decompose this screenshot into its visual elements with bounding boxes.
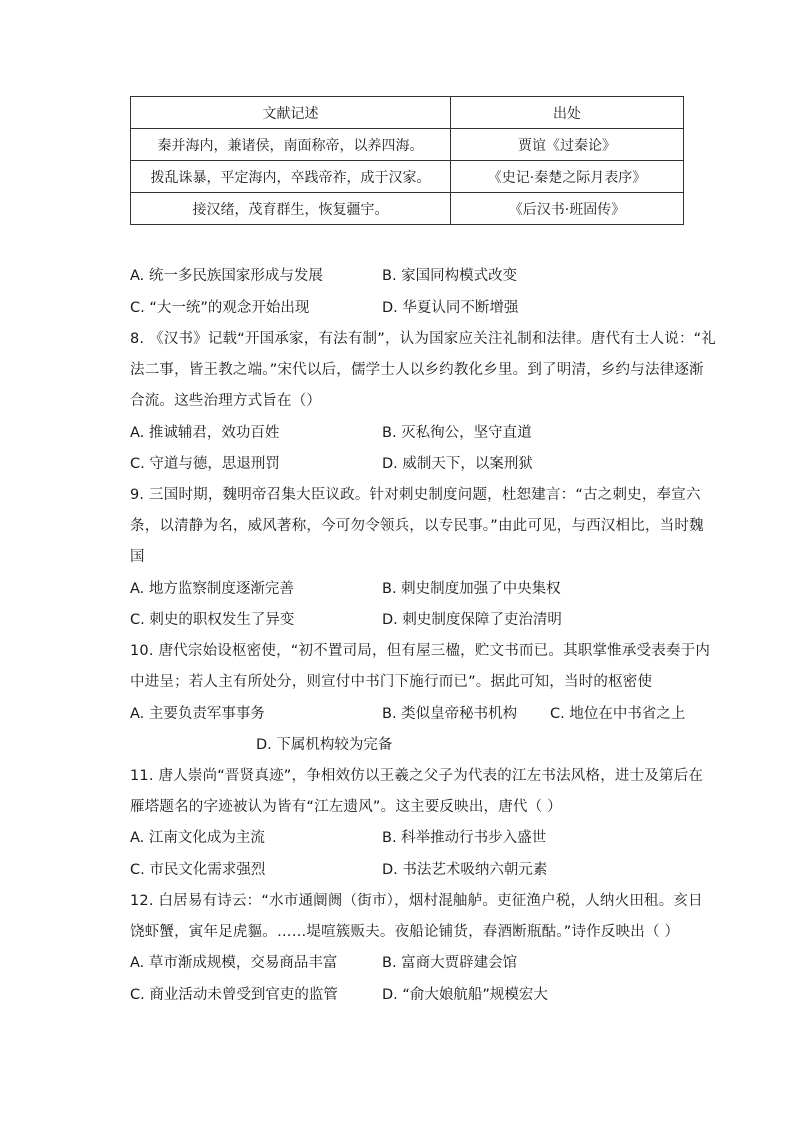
q10-option-a[interactable]: A. 主要负责军事事务 xyxy=(130,706,265,722)
q9-option-b[interactable]: B. 刺史制度加强了中央集权 xyxy=(382,581,561,597)
q11-option-a[interactable]: A. 江南文化成为主流 xyxy=(130,830,265,846)
q7-option-c[interactable]: C. “大一统”的观念开始出现 xyxy=(130,300,310,316)
table-header-cell: 文献记述 xyxy=(131,97,451,129)
table-header-row xyxy=(131,97,684,129)
table-cell: 《后汉书·班固传》 xyxy=(451,193,684,225)
q8-option-c[interactable]: C. 守道与德，思退刑罚 xyxy=(130,456,280,472)
table-cell: 《史记·秦楚之际月表序》 xyxy=(451,161,684,193)
q9-option-c[interactable]: C. 刺史的职权发生了异变 xyxy=(130,612,295,628)
table-header-cell: 出处 xyxy=(451,97,684,129)
q9-option-d[interactable]: D. 刺史制度保障了吏治清明 xyxy=(382,612,562,628)
q11-option-b[interactable]: B. 科举推动行书步入盛世 xyxy=(382,830,547,846)
q8-option-b[interactable]: B. 灭私徇公，坚守直道 xyxy=(382,425,532,441)
q12-stem-line: 12. 白居易有诗云：“水市通阛阓（街市），烟村混舳舻。吏征渔户税，人纳火田租。亥日 xyxy=(130,893,703,909)
table-cell: 接汉绪，茂育群生，恢复疆宇。 xyxy=(131,193,451,225)
q12-option-d[interactable]: D. “俞大娘航船”规模宏大 xyxy=(382,987,548,1003)
table-row xyxy=(131,161,684,193)
q9-stem-line: 9. 三国时期，魏明帝召集大臣议政。针对刺史制度问题，杜恕建言：“古之刺史，奉宣六 xyxy=(130,487,701,503)
q12-stem-line: 饶虾蟹，寅年足虎貙。……堤喧簇贩夫。夜船论铺货，春酒断瓶酤。”诗作反映出（ ） xyxy=(130,924,680,940)
q11-option-c[interactable]: C. 市民文化需求强烈 xyxy=(130,862,266,878)
source-table xyxy=(130,96,684,225)
q7-option-a[interactable]: A. 统一多民族国家形成与发展 xyxy=(130,268,323,284)
table-cell: 贾谊《过秦论》 xyxy=(451,129,684,161)
q12-option-c[interactable]: C. 商业活动未曾受到官吏的监管 xyxy=(130,987,338,1003)
q12-option-b[interactable]: B. 富商大贾辟建会馆 xyxy=(382,955,518,971)
q8-stem-line: 8. 《汉书》记载“开国承家，有法有制”，认为国家应关注礼制和法律。唐代有士人说：“礼 xyxy=(130,331,717,347)
q10-option-c[interactable]: C. 地位在中书省之上 xyxy=(550,706,686,722)
q7-option-b[interactable]: B. 家国同构模式改变 xyxy=(382,268,518,284)
q9-option-a[interactable]: A. 地方监察制度逐渐完善 xyxy=(130,581,294,597)
q8-option-d[interactable]: D. 威制天下，以案刑狱 xyxy=(382,456,533,472)
q12-option-a[interactable]: A. 草市渐成规模，交易商品丰富 xyxy=(130,955,338,971)
q7-option-d[interactable]: D. 华夏认同不断增强 xyxy=(382,300,519,316)
q9-stem-line: 条，以清静为名，威风著称，今可勿令领兵，以专民事。”由此可见，与西汉相比，当时魏 xyxy=(130,518,704,534)
table-row xyxy=(131,193,684,225)
q8-stem-line: 合流。这些治理方式旨在（） xyxy=(130,393,322,409)
q11-option-d[interactable]: D. 书法艺术吸纳六朝元素 xyxy=(382,862,548,878)
q11-stem-line: 11. 唐人崇尚“晋贤真迹”，争相效仿以王羲之父子为代表的江左书法风格，进士及第后在 xyxy=(130,768,704,784)
q8-option-a[interactable]: A. 推诚辅君，效功百姓 xyxy=(130,425,280,441)
q10-stem-line: 中进呈；若人主有所处分，则宣付中书门下施行而已”。据此可知，当时的枢密使 xyxy=(130,674,653,690)
q10-option-b[interactable]: B. 类似皇帝秘书机构 xyxy=(382,706,518,722)
q11-stem-line: 雁塔题名的字迹被认为皆有“江左遗风”。这主要反映出，唐代（ ） xyxy=(130,799,562,815)
q8-stem-line: 法二事，皆王教之端。”宋代以后，儒学士人以乡约教化乡里。到了明清，乡约与法律逐渐 xyxy=(130,362,704,378)
table-row xyxy=(131,129,684,161)
q10-stem-line: 10. 唐代宗始设枢密使，“初不置司局，但有屋三楹，贮文书而已。其职掌惟承受表奏于内 xyxy=(130,643,711,659)
q9-stem-line: 国 xyxy=(130,549,145,565)
q10-option-d[interactable]: D. 下属机构较为完备 xyxy=(256,737,393,753)
table-cell: 秦并海内，兼诸侯，南面称帝，以养四海。 xyxy=(131,129,451,161)
table-cell: 拨乱诛暴，平定海内，卒践帝祚，成于汉家。 xyxy=(131,161,451,193)
